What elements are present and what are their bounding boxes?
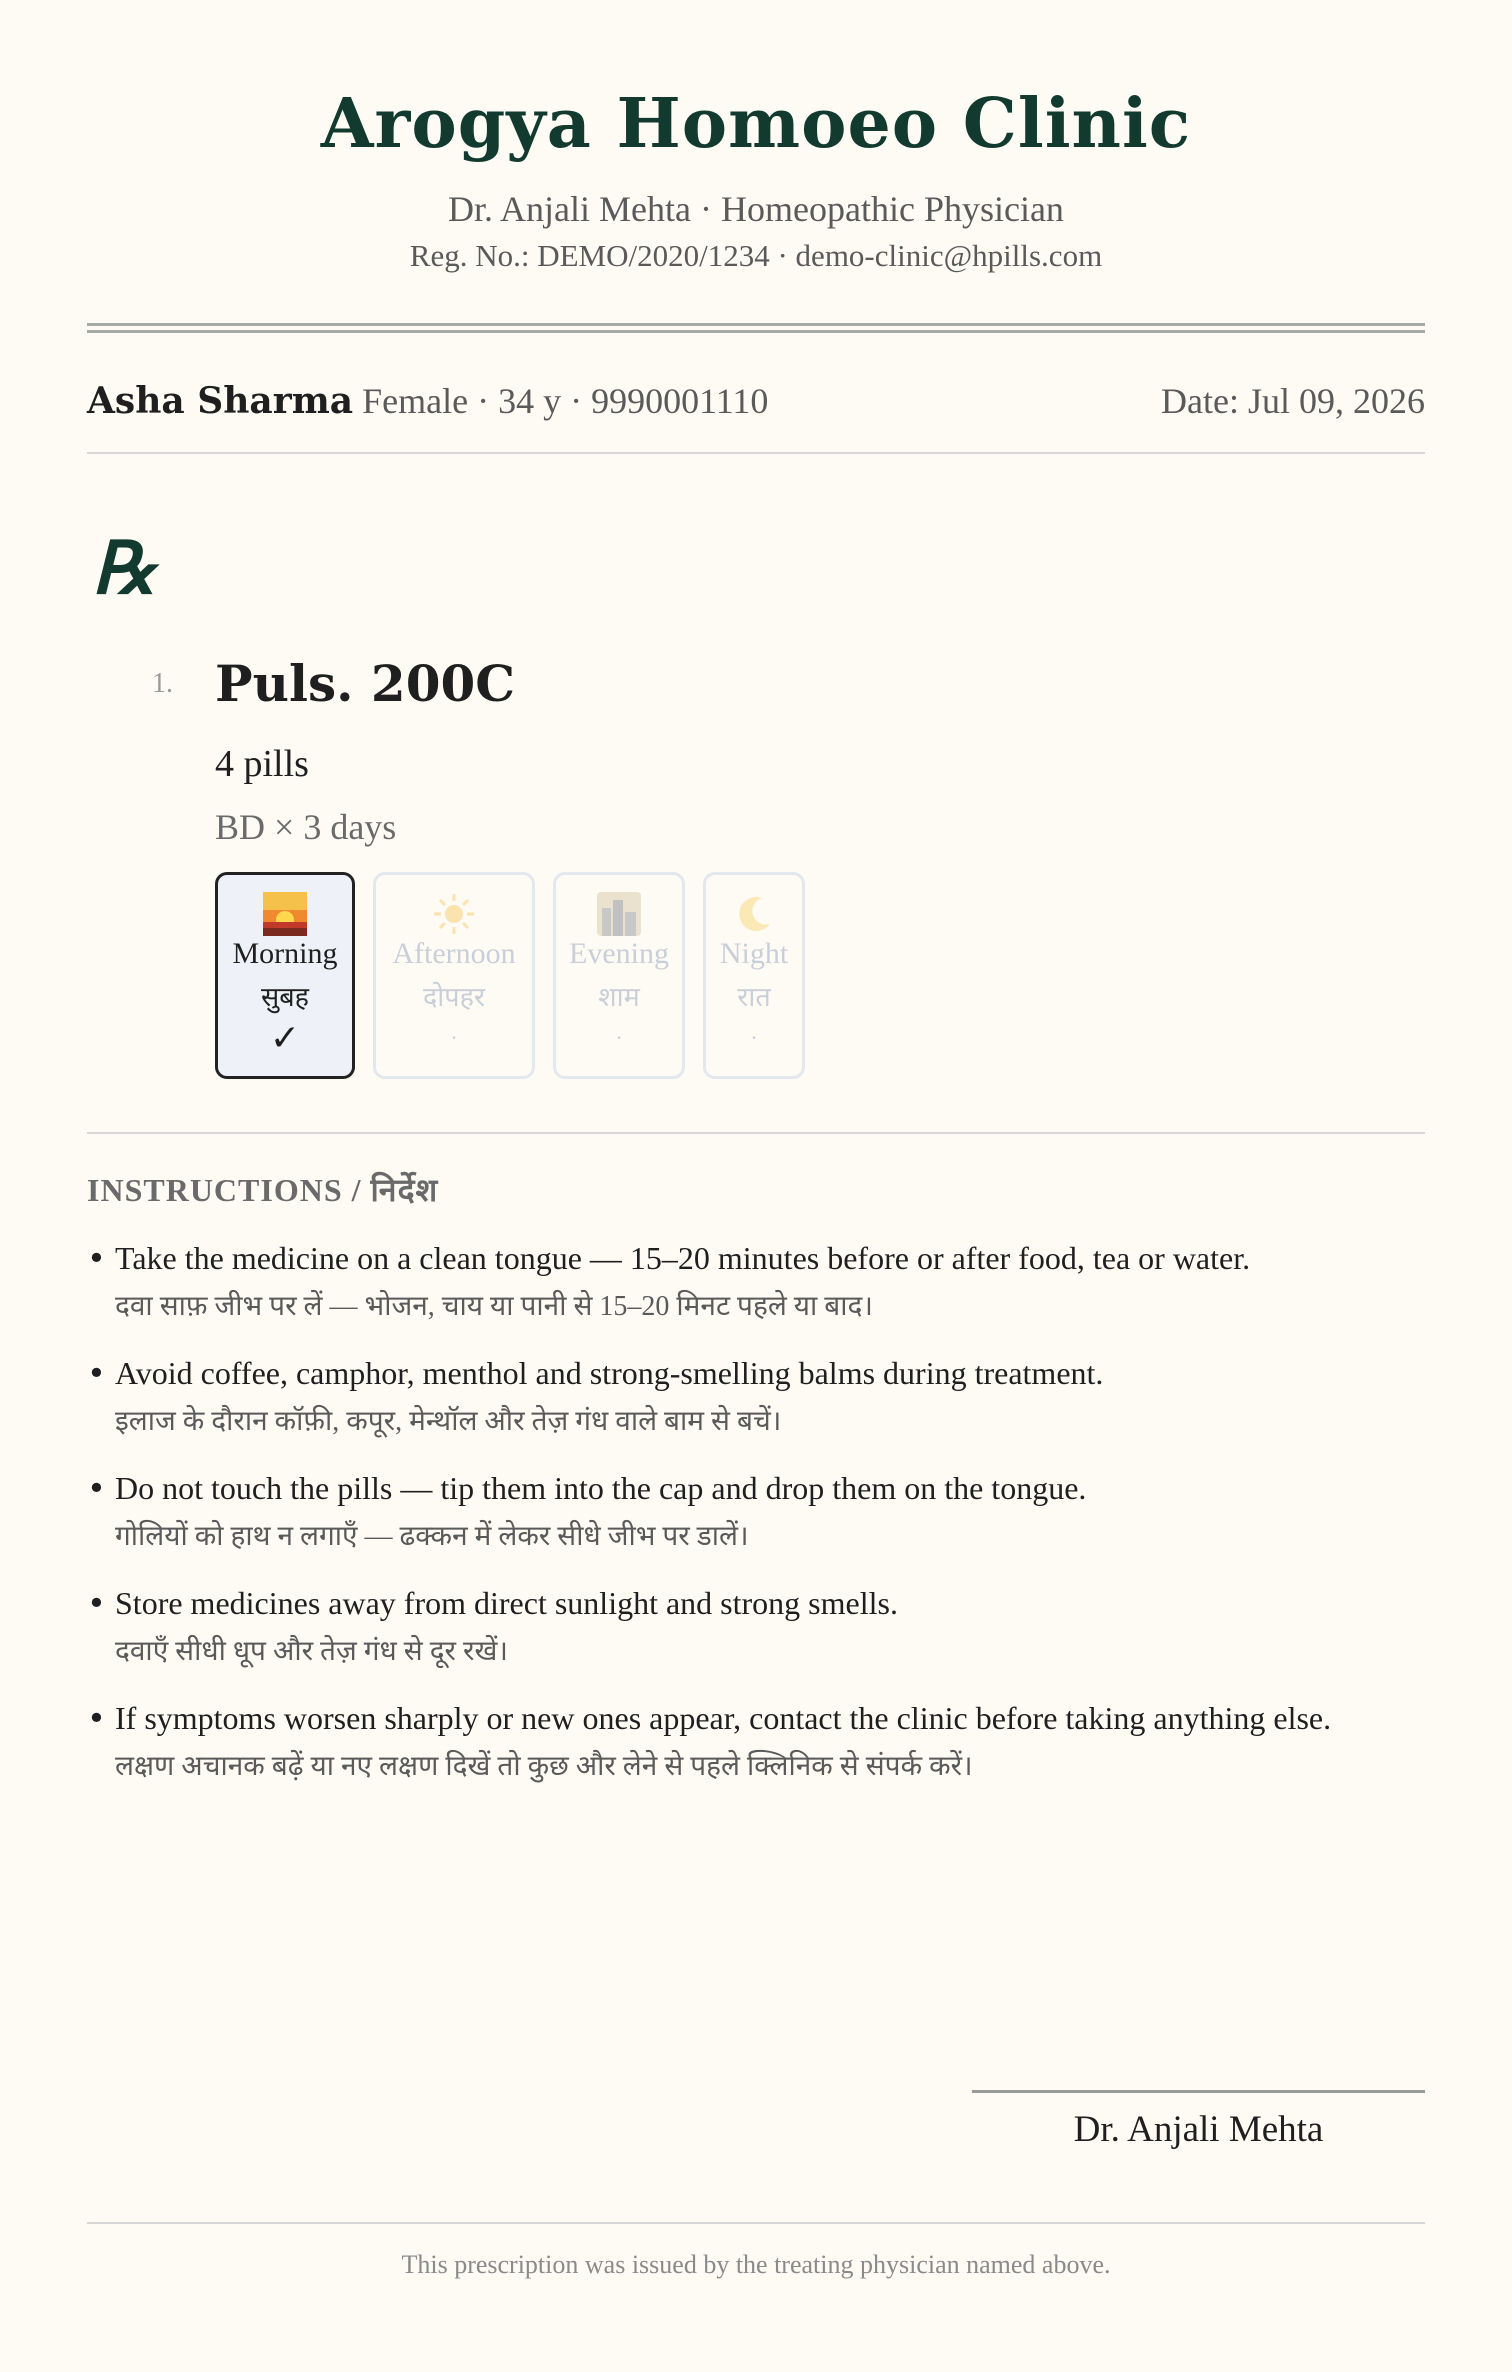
slot-night xyxy=(703,872,805,1079)
rx-symbol: ℞ xyxy=(92,525,157,610)
bullet-icon: • xyxy=(87,1239,106,1277)
patient-row xyxy=(87,380,1425,430)
city-dusk-icon xyxy=(556,885,682,935)
bullet-icon: • xyxy=(87,1354,106,1392)
patient-name: Asha Sharma xyxy=(87,380,354,422)
prescription-date: Date: Jul 09, 2026 xyxy=(1161,381,1425,421)
sun-icon xyxy=(376,885,532,935)
medicine-frequency: BD × 3 days xyxy=(215,807,397,847)
slot-label-en: Night xyxy=(719,937,789,970)
footer-note: This prescription was issued by the treating physician named above. xyxy=(401,2250,1111,2279)
list-item xyxy=(87,1577,1425,1675)
instruction-en: Avoid coffee, camphor, menthol and strong-smelling balms during treatment. xyxy=(115,1355,1104,1391)
medicine-dose: 4 pills xyxy=(215,743,309,785)
slot-evening xyxy=(553,872,685,1079)
list-item xyxy=(87,1462,1425,1560)
slot-afternoon xyxy=(373,872,535,1079)
slot-label-en: Evening xyxy=(569,937,669,970)
patient-details: Female · 34 y · 9990001110 xyxy=(362,381,769,421)
doctor-line: Dr. Anjali Mehta · Homeopathic Physician xyxy=(448,189,1064,229)
list-item xyxy=(87,1347,1425,1445)
slot-label-hi: सुबह xyxy=(260,982,309,1012)
instructions-title: INSTRUCTIONS / निर्देश xyxy=(87,1172,439,1208)
instruction-hi: लक्षण अचानक बढ़ें या नए लक्षण दिखें तो कुछ और लेने से पहले क्लिनिक से संपर्क करें। xyxy=(115,1751,973,1782)
clinic-name: Arogya Homoeo Clinic xyxy=(320,84,1192,164)
bullet-icon: • xyxy=(87,1469,106,1507)
bullet-icon: • xyxy=(87,1584,106,1622)
bullet-icon: • xyxy=(87,1699,106,1737)
slot-morning xyxy=(215,872,355,1079)
instruction-hi: दवा साफ़ जीभ पर लें — भोजन, चाय या पानी से 15–20 मिनट पहले या बाद। xyxy=(115,1291,874,1322)
list-item xyxy=(87,1232,1425,1330)
slot-label-hi: रात xyxy=(737,982,771,1012)
instruction-hi: गोलियों को हाथ न लगाएँ — ढक्कन में लेकर सीधे जीभ पर डालें। xyxy=(115,1521,749,1552)
instruction-en: If symptoms worsen sharply or new ones appear, contact the clinic before taking anything else. xyxy=(115,1700,1332,1736)
instruction-en: Do not touch the pills — tip them into the cap and drop them on the tongue. xyxy=(115,1470,1087,1506)
crescent-moon-icon xyxy=(706,885,802,935)
medicine-name: Puls. 200C xyxy=(215,654,516,713)
slot-label-en: Morning xyxy=(232,937,338,970)
signature-name: Dr. Anjali Mehta xyxy=(1073,2109,1324,2150)
registration-line: Reg. No.: DEMO/2020/1234 · demo-clinic@hpills.com xyxy=(409,238,1103,273)
empty-dot-icon: · xyxy=(615,1025,623,1050)
instruction-hi: दवाएँ सीधी धूप और तेज़ गंध से दूर रखें। xyxy=(115,1636,508,1667)
list-item xyxy=(87,1692,1425,1790)
dosage-schedule xyxy=(215,872,823,1079)
instruction-en: Take the medicine on a clean tongue — 15–20 minutes before or after food, tea or water. xyxy=(115,1240,1251,1276)
instructions-list xyxy=(87,1232,1425,1807)
instructions-divider xyxy=(87,1132,1425,1134)
header-double-divider xyxy=(87,323,1425,333)
patient-divider xyxy=(87,452,1425,454)
slot-label-hi: दोपहर xyxy=(422,982,486,1012)
check-icon: ✓ xyxy=(269,1018,301,1058)
medicine-number: 1. xyxy=(152,668,173,699)
instruction-hi: इलाज के दौरान कॉफ़ी, कपूर, मेन्थॉल और तेज़ गंध वाले बाम से बचें। xyxy=(115,1406,782,1437)
slot-label-hi: शाम xyxy=(598,982,640,1012)
signature-line xyxy=(972,2090,1425,2093)
instruction-en: Store medicines away from direct sunlight and strong smells. xyxy=(115,1585,898,1621)
sunrise-icon xyxy=(218,885,352,935)
empty-dot-icon: · xyxy=(750,1025,758,1050)
footer-divider xyxy=(87,2222,1425,2224)
empty-dot-icon: · xyxy=(450,1025,458,1050)
slot-label-en: Afternoon xyxy=(392,937,516,970)
